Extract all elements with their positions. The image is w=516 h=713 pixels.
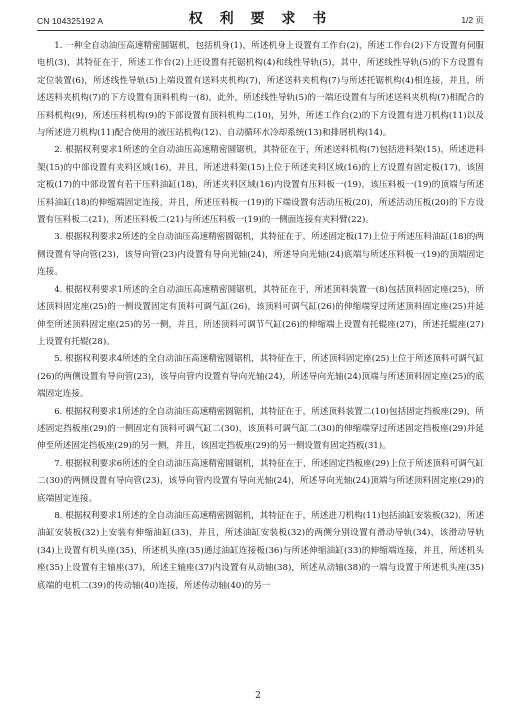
page-indicator: 1/2 页 bbox=[461, 15, 484, 25]
page-header bbox=[37, 8, 484, 28]
claim-1: 1. 一种全自动油压高速精密圆锯机，包括机身(1)，所述机身上设置有工作台(2)，所述工作台(2)下方设置有伺服电机(3)，其特征在于，所述工作台(2)上还设置有托锯机构(4)和线性导轨(5)，其中，所述线性导轨(5)的下方设置有定位装置(6)，所述线性导轨(5)上端设置有送料夹机构(7)，所述送料夹机构(7)与所述托锯机构(4)相连接，并且，所述送料夹机构(7)的下方设置有顶料机构一(8)，此外，所述线性导轨(5)的一端还设置有与所述送料夹机构(7)相配合的压料机构(9)，所述压料机构(9)的下部设置有顶料机构二(10)，另外，所述工作台(2)的下方设置有进刀机构(11)以及与所述进刀机构(11)配合使用的液压站机构(12)、自动循环水冷却系统(13)和排屑机构(14)。 bbox=[37, 41, 484, 139]
claim-2: 2. 根据权利要求1所述的全自动油压高速精密圆锯机，其特征在于，所述送料机构(7)包括进料架(15)，所述进料架(15)的中部设置有夹料区域(16)，并且，所述进料架(15)上位于所述夹料区域(16)的上方设置有固定板(17)，该固定板(17)的中部设置有若干压料油缸(18)，所述夹料区域(16)内设置有压料板一(19)，该压料板一(19)的顶端与所述压料油缸(18)的伸缩端固定连接，并且，所述压料板一(19)的下端设置有活动压板(20)，所述活动压板(20)的下方设置有压料板二(21)，所述压料板二(21)与所述压料板一(19)的一侧面连接有夹料臂(22)。 bbox=[37, 145, 484, 226]
header-divider bbox=[37, 30, 484, 31]
claims-body bbox=[37, 38, 484, 673]
page-number: 2 bbox=[255, 691, 261, 701]
claim-5: 5. 根据权利要求4所述的全自动油压高速精密圆锯机，其特征在于，所述顶料固定座(25)上位于所述顶料可调气缸(26)的两侧设置有导向管(23)，该导向管内设置有导向光轴(24)，所述导向光轴(24)顶端与所述顶料固定座(25)的底端固定连接。 bbox=[37, 354, 484, 400]
claim-4: 4. 根据权利要求1所述的全自动油压高速精密圆锯机，其特征在于，所述顶料装置一(8)包括顶料固定座(25)，所述顶料固定座(25)的一侧设置固定有顶料可调气缸(26)，该顶料可调气缸(26)的伸缩端穿过所述顶料固定座(25)并延伸至所述顶料固定座(25)的另一侧，并且，所述顶料可调节气缸(26)的伸缩端上设置有托辊座(27)，所述托辊座(27)上设置有托辊(28)。 bbox=[37, 284, 484, 347]
claim-6: 6. 根据权利要求1所述的全自动油压高速精密圆锯机，其特征在于，所述顶料装置二(10)包括固定挡板座(29)，所述固定挡板座(29)的一侧固定有顶料可调气缸二(30)，该顶料可调气缸二(30)的伸缩端穿过所述固定挡板座(29)并延伸至所述固定挡板座(29)的另一侧，并且，该固定挡板座(29)的另一侧设置有固定挡板(31)。 bbox=[37, 406, 484, 452]
publication-number: CN 104325192 A bbox=[37, 16, 104, 26]
claim-7: 7. 根据权利要求6所述的全自动油压高速精密圆锯机，其特征在于，所述固定挡板座(29)上位于所述顶料可调气缸二(30)的两侧设置有导向管(23)，该导向管内设置有导向光轴(24)，所述导向光轴(24)顶端与所述顶料固定座(29)的底端固定连接。 bbox=[37, 458, 484, 504]
document-title: 权 利 要 求 书 bbox=[188, 11, 333, 27]
claim-8: 8. 根据权利要求1所述的全自动油压高速精密圆锯机，其特征在于，所述进刀机构(11)包括油缸安装板(32)，所述油缸安装板(32)上安装有伸缩油缸(33)，并且，所述油缸安装板(32)的两侧分别设置有滑动导轨(34)，该滑动导轨(34)上设置有机头座(35)，所述机头座(35)通过油缸连接板(36)与所述伸缩油缸(33)的伸缩端连接，并且，所述机头座(35)上设置有主轴座(37)，所述主轴座(37)内设置有从动轴(38)，所述从动轴(38)的一端与设置于所述机头座(35)底端的电机二(39)的传动轴(40)连接，所述传动轴(40)的另一 bbox=[37, 510, 484, 591]
claim-3: 3. 根据权利要求2所述的全自动油压高速精密圆锯机，其特征在于，所述固定板(17)上位于所述压料油缸(18)的两侧设置有导向管(23)，该导向管(23)内设置有导向光轴(24)，所述导向光轴(24)底端与所述压料板一(19)的顶端固定连接。 bbox=[37, 232, 484, 278]
